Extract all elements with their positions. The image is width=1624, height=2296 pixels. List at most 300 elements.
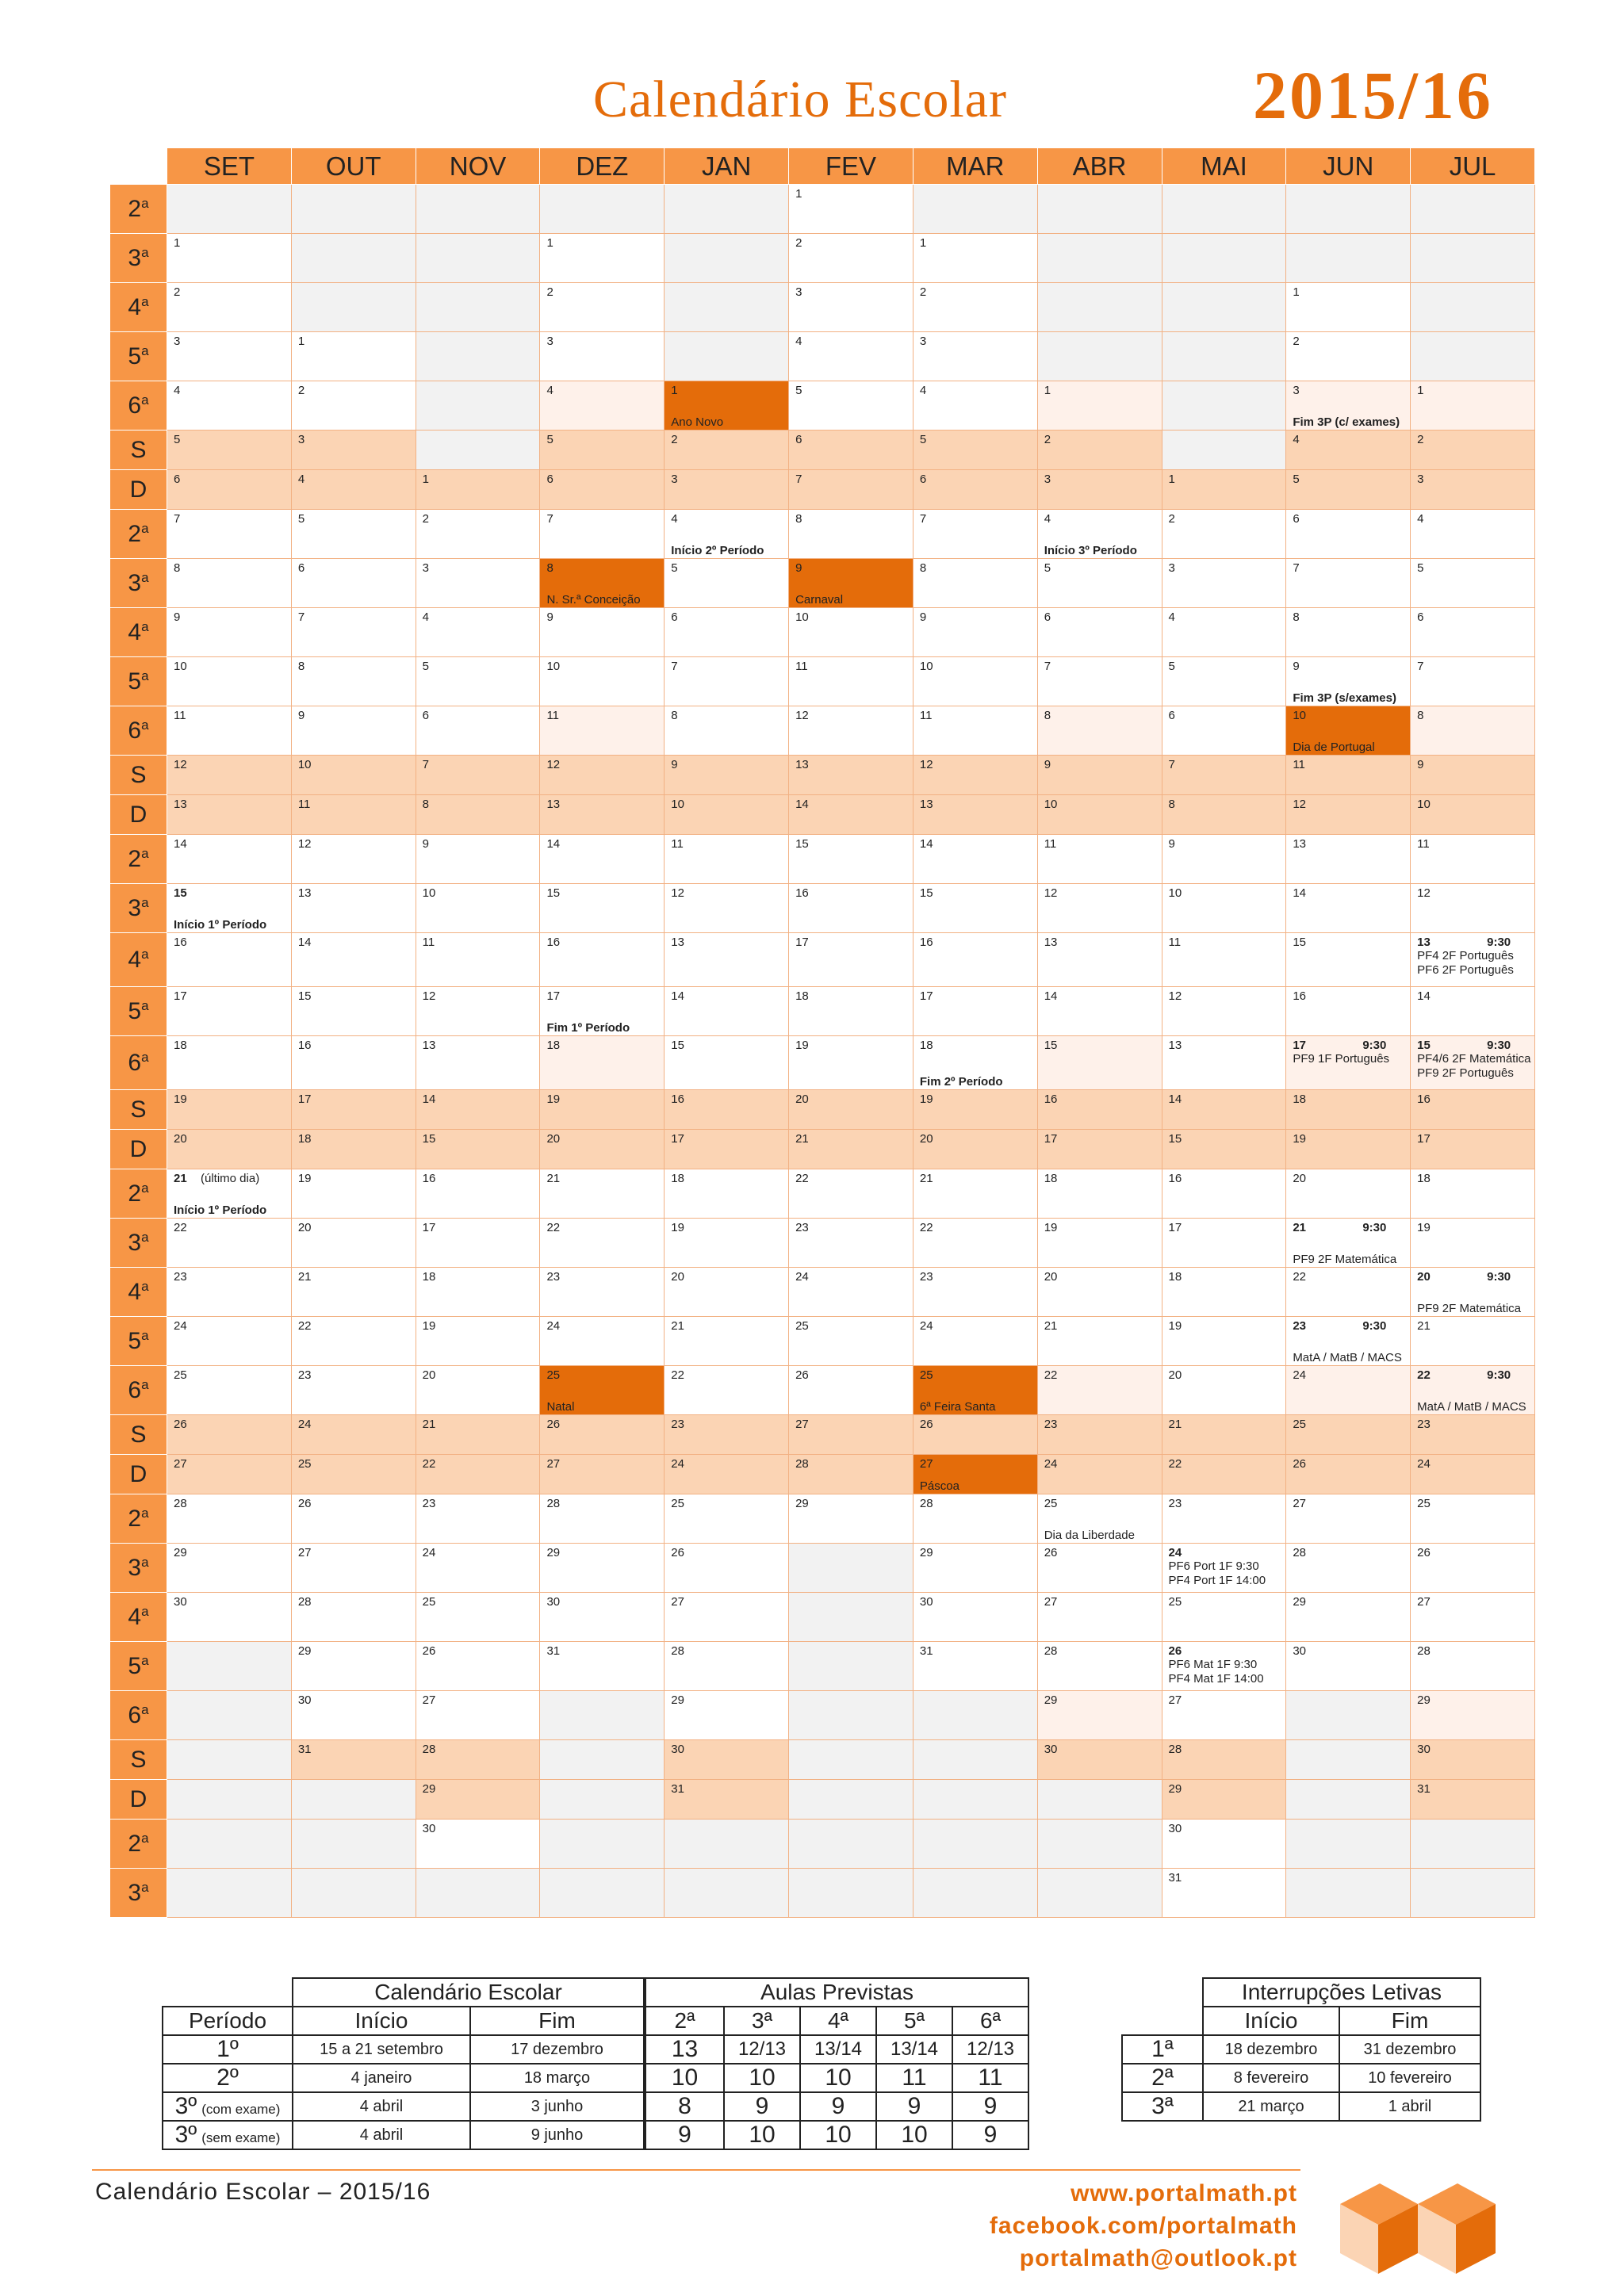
- calendar-row: [110, 795, 1535, 835]
- day-cell: [416, 1780, 540, 1820]
- day-number: 7: [671, 660, 678, 673]
- event-note: Natal: [546, 1400, 575, 1414]
- day-cell: [540, 1642, 665, 1691]
- day-cell: [1286, 470, 1411, 510]
- day-cell: [1286, 835, 1411, 884]
- day-cell: [1037, 1317, 1162, 1366]
- day-number: 9: [1417, 758, 1424, 771]
- day-cell: [665, 1036, 789, 1090]
- day-number: 21: [1417, 1319, 1431, 1333]
- day-number: 16: [795, 886, 809, 900]
- day-number: 5: [1293, 473, 1300, 486]
- day-cell: [1286, 1593, 1411, 1642]
- cell-extra: 9:30: [1487, 1270, 1511, 1284]
- day-cell: [1162, 1593, 1286, 1642]
- day-cell: [665, 1317, 789, 1366]
- day-cell: [540, 1219, 665, 1268]
- day-cell: [1037, 1415, 1162, 1455]
- interrupcao-label: 3ª: [1122, 2092, 1203, 2121]
- day-cell: [291, 1544, 416, 1593]
- day-cell: [1411, 1593, 1535, 1642]
- day-cell: [1286, 1455, 1411, 1494]
- day-cell: [291, 1494, 416, 1544]
- exam-line: PF9 2F Português: [1417, 1066, 1514, 1080]
- day-number: 15: [795, 837, 809, 851]
- day-cell: [1411, 510, 1535, 559]
- day-number: 12: [1168, 989, 1182, 1003]
- empty-day-cell: [416, 430, 540, 470]
- day-cell: [167, 332, 292, 381]
- day-cell: [416, 1219, 540, 1268]
- day-cell: [789, 933, 914, 987]
- day-cell: [1037, 835, 1162, 884]
- day-number: 22: [1417, 1368, 1431, 1382]
- day-cell: [291, 430, 416, 470]
- day-number: 5: [1417, 561, 1424, 575]
- day-number: 23: [1417, 1418, 1431, 1431]
- empty-day-cell: [1286, 1740, 1411, 1780]
- day-number: 18: [1168, 1270, 1182, 1284]
- calendar-row: [110, 510, 1535, 559]
- day-cell: [913, 933, 1037, 987]
- event-note: Fim 3P (s/exames): [1293, 691, 1396, 705]
- day-cell: [540, 1415, 665, 1455]
- day-cell: [167, 1036, 292, 1090]
- day-number: 2: [1417, 433, 1424, 446]
- day-number: 9: [1044, 758, 1051, 771]
- fim-cell: 9 junho: [470, 2121, 645, 2149]
- day-number: 22: [174, 1221, 187, 1234]
- inicio-cell: 15 a 21 setembro: [293, 2035, 470, 2064]
- fim-cell: 3 junho: [470, 2092, 645, 2121]
- day-number: 2: [174, 285, 181, 299]
- empty-day-cell: [665, 332, 789, 381]
- day-number: 17: [1417, 1132, 1431, 1146]
- day-cell: [540, 1169, 665, 1219]
- empty-day-cell: [789, 1780, 914, 1820]
- footer-label: Calendário Escolar – 2015/16: [95, 2179, 431, 2205]
- day-cell: [913, 1415, 1037, 1455]
- day-cell: [416, 470, 540, 510]
- day-number: 1: [297, 335, 305, 348]
- day-number: 20: [1168, 1368, 1182, 1382]
- exam-line: PF4 Port 1F 14:00: [1168, 1574, 1266, 1587]
- email-link[interactable]: portalmath@outlook.pt: [1019, 2245, 1297, 2271]
- day-number: 7: [546, 512, 553, 526]
- day-cell: [291, 332, 416, 381]
- day-number: 10: [297, 758, 312, 771]
- day-cell: [1037, 933, 1162, 987]
- day-number: 6: [795, 433, 802, 446]
- day-number: 14: [1044, 989, 1058, 1003]
- day-cell: [291, 1317, 416, 1366]
- day-cell: [913, 706, 1037, 756]
- day-cell: [1037, 1494, 1162, 1544]
- calendar-row: [110, 835, 1535, 884]
- day-cell: [789, 559, 914, 608]
- empty-day-cell: [913, 185, 1037, 234]
- day-number: 31: [671, 1782, 684, 1796]
- day-cell: [1286, 1415, 1411, 1455]
- empty-day-cell: [416, 1869, 540, 1918]
- cell-extra: 9:30: [1362, 1039, 1387, 1052]
- day-cell: [291, 1268, 416, 1317]
- interrupcao-row: [1122, 2092, 1480, 2121]
- day-number: 26: [174, 1418, 187, 1431]
- exam-line: PF4 2F Português: [1417, 949, 1514, 962]
- day-cell: [167, 657, 292, 706]
- weekday-label: D: [110, 470, 167, 510]
- day-cell: [1411, 430, 1535, 470]
- day-number: 13: [919, 798, 933, 811]
- day-cell: [540, 1090, 665, 1130]
- day-number: 19: [795, 1039, 809, 1052]
- day-cell: [416, 1317, 540, 1366]
- empty-day-cell: [291, 1869, 416, 1918]
- day-number: 28: [671, 1644, 684, 1658]
- day-number: 27: [546, 1457, 561, 1471]
- day-number: 10: [1044, 798, 1058, 811]
- day-number: 12: [1417, 886, 1431, 900]
- day-number: 29: [1168, 1782, 1182, 1796]
- day-number: 10: [422, 886, 436, 900]
- calendar-row: [110, 756, 1535, 795]
- day-cell: [291, 1130, 416, 1169]
- empty-day-cell: [1286, 1820, 1411, 1869]
- day-cell: [416, 1691, 540, 1740]
- day-cell: [416, 1494, 540, 1544]
- facebook-link[interactable]: facebook.com/portalmath: [989, 2213, 1297, 2239]
- day-number: 27: [795, 1418, 809, 1431]
- day-number: 12: [1293, 798, 1306, 811]
- day-number: 18: [919, 1039, 933, 1052]
- day-number: 2: [1168, 512, 1175, 526]
- day-cell: [665, 1130, 789, 1169]
- day-number: 9: [174, 610, 181, 624]
- day-cell: [167, 559, 292, 608]
- day-cell: [1037, 1090, 1162, 1130]
- empty-day-cell: [291, 234, 416, 283]
- empty-day-cell: [665, 283, 789, 332]
- day-number: 5: [1044, 561, 1051, 575]
- day-number: 4: [1293, 433, 1300, 446]
- empty-day-cell: [291, 185, 416, 234]
- day-number: 12: [297, 837, 312, 851]
- day-cell: [291, 1642, 416, 1691]
- event-note: Fim 2º Período: [919, 1075, 1003, 1089]
- day-cell: [665, 1415, 789, 1455]
- weekday-label: 4$^a$: [110, 608, 167, 657]
- day-number: 14: [671, 989, 684, 1003]
- weekday-label: S: [110, 1740, 167, 1780]
- day-number: 28: [1417, 1644, 1431, 1658]
- periodo-note: (sem exame): [201, 2130, 281, 2145]
- month-header: SET: [167, 148, 292, 185]
- day-number: 15: [174, 886, 187, 900]
- day-cell: [1037, 510, 1162, 559]
- aulas-count: 8: [645, 2092, 724, 2121]
- day-number: 2: [422, 512, 429, 526]
- empty-day-cell: [1411, 185, 1535, 234]
- day-cell: [291, 706, 416, 756]
- weekday-label: 5$^a$: [110, 1642, 167, 1691]
- fim-header: Fim: [1339, 2007, 1480, 2035]
- day-cell: [1286, 332, 1411, 381]
- day-number: 11: [1293, 758, 1305, 771]
- day-number: 17: [1044, 1132, 1058, 1146]
- day-number: 16: [1168, 1172, 1182, 1185]
- day-cell: [789, 1268, 914, 1317]
- day-cell: [540, 1317, 665, 1366]
- aulas-count: 10: [724, 2064, 800, 2092]
- day-number: 5: [795, 384, 802, 397]
- day-number: 28: [422, 1743, 436, 1756]
- day-cell: [540, 283, 665, 332]
- cell-extra: 9:30: [1487, 1039, 1511, 1052]
- day-number: 18: [422, 1270, 436, 1284]
- periodo-cell: [163, 2064, 293, 2092]
- day-number: 21: [919, 1172, 933, 1185]
- exam-lines: [1169, 1559, 1266, 1588]
- month-header: DEZ: [540, 148, 665, 185]
- empty-day-cell: [665, 234, 789, 283]
- day-number: 24: [919, 1319, 933, 1333]
- day-number: 5: [546, 433, 553, 446]
- day-cell: [665, 1494, 789, 1544]
- day-number: 11: [174, 709, 186, 722]
- periodo-label: 2º: [216, 2064, 239, 2091]
- day-number: 15: [422, 1132, 436, 1146]
- day-cell: [1037, 1219, 1162, 1268]
- day-number: 6: [546, 473, 553, 486]
- day-number: 31: [1417, 1782, 1431, 1796]
- day-number: 26: [1293, 1457, 1306, 1471]
- day-cell: [913, 381, 1037, 430]
- day-cell: [1037, 430, 1162, 470]
- empty-day-cell: [1162, 332, 1286, 381]
- aulas-count: 9: [645, 2121, 724, 2149]
- day-number: 29: [1044, 1693, 1058, 1707]
- day-number: 7: [1168, 758, 1175, 771]
- day-cell: [665, 987, 789, 1036]
- footer-links: [990, 2177, 1297, 2275]
- calendar-row: [110, 706, 1535, 756]
- day-number: 17: [795, 936, 809, 949]
- day-number: 24: [297, 1418, 312, 1431]
- day-cell: [416, 1593, 540, 1642]
- aulas-count: 9: [724, 2092, 800, 2121]
- weekday-label: 3$^a$: [110, 559, 167, 608]
- day-number: 7: [297, 610, 305, 624]
- empty-day-cell: [1411, 1820, 1535, 1869]
- day-number: 15: [1168, 1132, 1182, 1146]
- day-cell: [1286, 1268, 1411, 1317]
- calendar-row: [110, 1130, 1535, 1169]
- day-cell: [416, 1740, 540, 1780]
- empty-day-cell: [913, 1740, 1037, 1780]
- day-number: 12: [174, 758, 187, 771]
- day-cell: [1411, 884, 1535, 933]
- day-cell: [416, 1455, 540, 1494]
- website-link[interactable]: www.portalmath.pt: [1071, 2180, 1297, 2206]
- day-cell: [1411, 470, 1535, 510]
- month-header: FEV: [789, 148, 914, 185]
- aulas-count: 13: [645, 2035, 724, 2064]
- day-number: 10: [546, 660, 561, 673]
- day-number: 23: [795, 1221, 809, 1234]
- day-cell: [913, 1219, 1037, 1268]
- empty-day-cell: [665, 1869, 789, 1918]
- weekday-label: 6$^a$: [110, 706, 167, 756]
- day-cell: [789, 706, 914, 756]
- day-number: 8: [1044, 709, 1051, 722]
- empty-day-cell: [1037, 1820, 1162, 1869]
- day-number: 18: [297, 1132, 312, 1146]
- day-number: 15: [1044, 1039, 1058, 1052]
- empty-day-cell: [1286, 185, 1411, 234]
- day-cell: [665, 608, 789, 657]
- empty-day-cell: [540, 1820, 665, 1869]
- exam-line: PF9 1F Português: [1293, 1052, 1390, 1066]
- weekday-label: 3$^a$: [110, 1869, 167, 1918]
- day-number: 8: [297, 660, 305, 673]
- weekday-label: 3$^a$: [110, 234, 167, 283]
- empty-day-cell: [1037, 1780, 1162, 1820]
- day-cell: [1162, 1869, 1286, 1918]
- day-cell: [1286, 933, 1411, 987]
- empty-day-cell: [789, 1593, 914, 1642]
- day-number: 28: [1168, 1743, 1182, 1756]
- weekday-label: 4$^a$: [110, 283, 167, 332]
- aulas-count: 12/13: [724, 2035, 800, 2064]
- day-number: 20: [671, 1270, 684, 1284]
- day-number: 22: [1168, 1457, 1182, 1471]
- day-cell: [167, 1494, 292, 1544]
- event-note: PF9 2F Matemática: [1417, 1302, 1522, 1315]
- day-cell: [665, 1740, 789, 1780]
- day-cell: [291, 884, 416, 933]
- day-number: 14: [546, 837, 561, 851]
- day-number: 10: [919, 660, 933, 673]
- day-number: 26: [919, 1418, 933, 1431]
- month-header: OUT: [291, 148, 416, 185]
- day-header: 4ª: [800, 2007, 876, 2035]
- day-cell: [416, 706, 540, 756]
- day-cell: [913, 1494, 1037, 1544]
- day-cell: [1411, 706, 1535, 756]
- calendar-row: [110, 381, 1535, 430]
- day-number: 23: [174, 1270, 187, 1284]
- day-number: 25: [546, 1368, 561, 1382]
- aulas-count: 13/14: [876, 2035, 952, 2064]
- weekday-label: 2$^a$: [110, 185, 167, 234]
- day-number: 11: [1044, 837, 1057, 851]
- day-number: 10: [1417, 798, 1431, 811]
- empty-day-cell: [789, 1820, 914, 1869]
- day-cell: [789, 987, 914, 1036]
- day-cell: [416, 1820, 540, 1869]
- day-cell: [665, 1268, 789, 1317]
- day-number: 6: [671, 610, 678, 624]
- day-number: 5: [422, 660, 429, 673]
- day-number: 19: [1417, 1221, 1431, 1234]
- calendar-row: [110, 559, 1535, 608]
- day-number: 13: [1044, 936, 1058, 949]
- day-cell: [540, 1455, 665, 1494]
- day-cell: [913, 1544, 1037, 1593]
- empty-day-cell: [665, 185, 789, 234]
- day-cell: [416, 559, 540, 608]
- month-header: MAR: [913, 148, 1037, 185]
- day-cell: [291, 1169, 416, 1219]
- month-header: ABR: [1037, 148, 1162, 185]
- day-cell: [1411, 657, 1535, 706]
- day-cell: [167, 510, 292, 559]
- day-number: 29: [546, 1546, 561, 1559]
- aulas-title: Aulas Previstas: [645, 1978, 1028, 2007]
- empty-day-cell: [1286, 1869, 1411, 1918]
- day-number: 15: [546, 886, 561, 900]
- day-number: 22: [1293, 1270, 1306, 1284]
- day-number: 22: [422, 1457, 436, 1471]
- day-cell: [913, 1169, 1037, 1219]
- day-cell: [1411, 1415, 1535, 1455]
- empty-day-cell: [167, 1820, 292, 1869]
- day-number: 11: [919, 709, 933, 722]
- day-cell: [291, 756, 416, 795]
- day-cell: [665, 430, 789, 470]
- day-cell: [665, 1169, 789, 1219]
- day-cell: [540, 795, 665, 835]
- day-cell: [1286, 1219, 1411, 1268]
- weekday-label: 4$^a$: [110, 1268, 167, 1317]
- event-note: Início 1º Período: [174, 918, 267, 932]
- day-cell: [1162, 1219, 1286, 1268]
- empty-day-cell: [540, 1691, 665, 1740]
- day-number: 23: [422, 1497, 436, 1510]
- calendar-body: [110, 185, 1535, 1918]
- day-cell: [789, 1036, 914, 1090]
- aulas-count: 9: [800, 2092, 876, 2121]
- day-number: 9: [671, 758, 678, 771]
- day-number: 6: [174, 473, 181, 486]
- day-cell: [1411, 1642, 1535, 1691]
- interrupcao-row: [1122, 2064, 1480, 2092]
- day-cell: [167, 283, 292, 332]
- day-cell: [1286, 381, 1411, 430]
- cell-extra: 9:30: [1487, 1368, 1511, 1382]
- event-note: Ano Novo: [671, 415, 724, 429]
- day-cell: [167, 1268, 292, 1317]
- empty-day-cell: [416, 185, 540, 234]
- periodo-label: 3º: [174, 2122, 197, 2148]
- day-number: 8: [671, 709, 678, 722]
- day-cell: [1037, 1366, 1162, 1415]
- day-number: 30: [919, 1595, 933, 1609]
- day-number: 11: [297, 798, 311, 811]
- day-cell: [913, 1317, 1037, 1366]
- day-number: 21: [422, 1418, 436, 1431]
- empty-day-cell: [291, 1820, 416, 1869]
- day-number: 7: [422, 758, 429, 771]
- day-cell: [540, 559, 665, 608]
- day-cell: [167, 608, 292, 657]
- day-cell: [167, 987, 292, 1036]
- day-number: 8: [422, 798, 429, 811]
- day-number: 22: [671, 1368, 684, 1382]
- empty-day-cell: [1037, 1869, 1162, 1918]
- day-cell: [913, 795, 1037, 835]
